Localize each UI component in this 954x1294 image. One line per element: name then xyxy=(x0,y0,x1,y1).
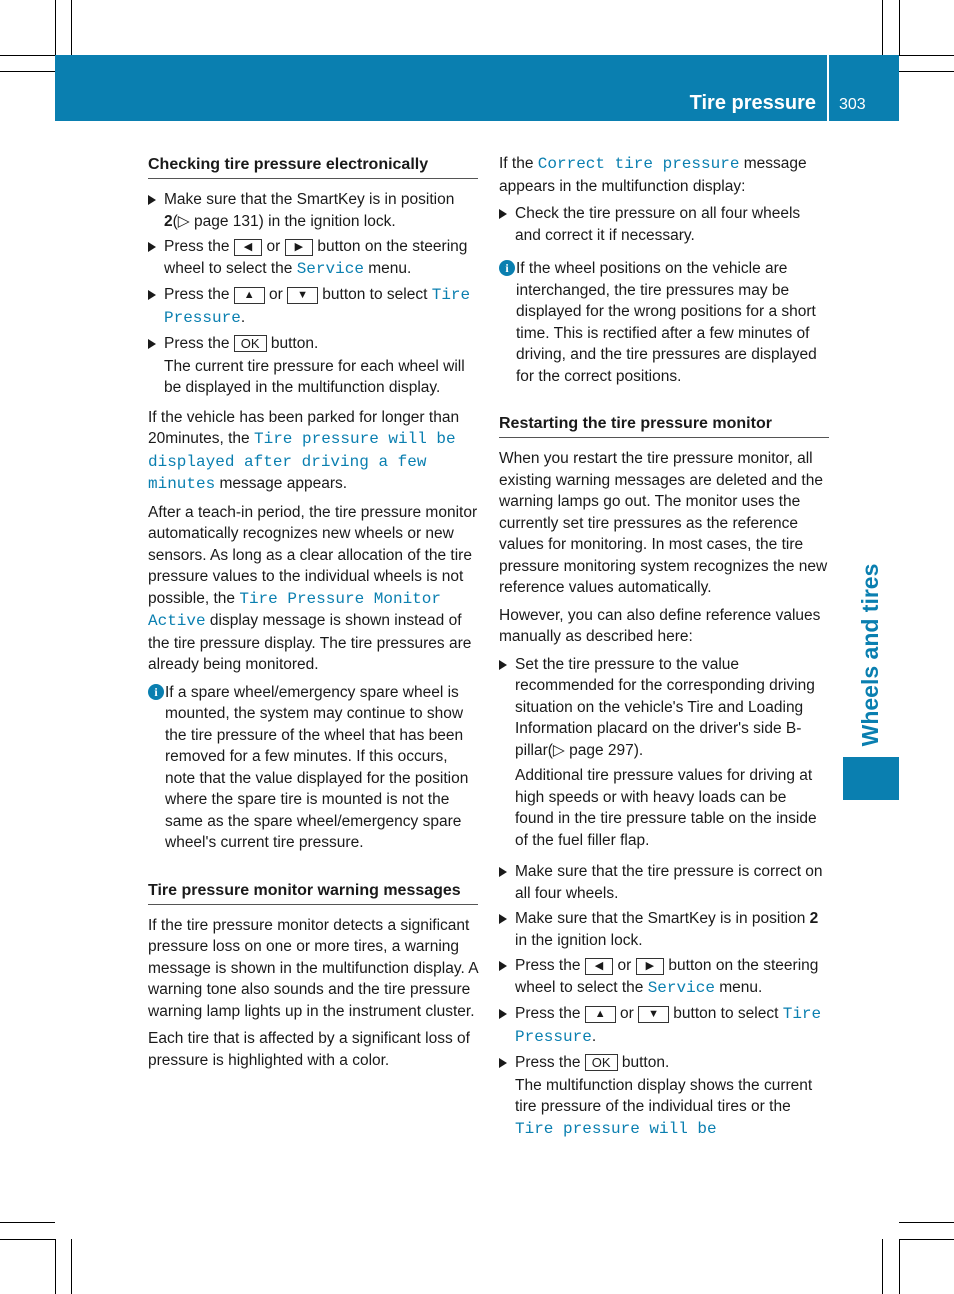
paragraph: If the vehicle has been parked for longer than 20minutes, the Tire pressure will be displayed after driving a few minutes message appears. xyxy=(148,408,460,493)
display-text: Correct tire pressure xyxy=(537,155,740,173)
step-arrow-icon xyxy=(499,209,507,219)
step-item: Press the OK button. xyxy=(148,333,478,355)
page-number: 303 xyxy=(839,96,866,113)
left-arrow-key-icon: ◀ xyxy=(585,958,613,975)
paragraph: When you restart the tire pressure monitor, all existing warning messages are deleted and the warning lamps go out. The monitor uses the currently set tire pressures as the reference values for monitoring. In most cases, the tire pressure monitoring system recognizes the new reference values automatically. xyxy=(499,450,828,596)
right-arrow-key-icon: ▶ xyxy=(285,239,313,256)
right-arrow-key-icon: ▶ xyxy=(636,958,664,975)
crop-mark xyxy=(0,1222,55,1223)
paragraph: After a teach-in period, the tire pressure monitor automatically recognizes new wheels or new sensors. As long as a clear allocation of the tire pressure values to the individual wheels is not possible, the Tire Pressure Monitor Active display message is shown instead of the tire pressure display. The tire pressures are already being monitored. xyxy=(148,503,478,673)
step-result: Additional tire pressure values for driving at high speeds or with heavy loads can be found in the tire pressure table on the inside of the fuel filler flap. xyxy=(515,767,817,849)
section-heading: Checking tire pressure electronically xyxy=(148,154,478,179)
paragraph: If the Correct tire pressure message appears in the multifunction display: xyxy=(499,155,807,195)
header-divider xyxy=(827,55,829,121)
chapter-tab xyxy=(843,757,899,800)
info-note: i If the wheel positions on the vehicle are interchanged, the tire pressures may be displayed for the wrong positions for a short time. This is rectified after a few minutes of driving, and the tire pressures are displayed for the correct positions. xyxy=(499,258,829,387)
crop-mark xyxy=(882,1239,883,1294)
step-arrow-icon xyxy=(499,1058,507,1068)
down-arrow-key-icon: ▼ xyxy=(638,1006,669,1023)
display-text: Tire pressure will be xyxy=(515,1119,717,1138)
crop-mark xyxy=(899,1222,954,1223)
step-item: Press the ◀ or ▶ button on the steering wheel to select the Service menu. xyxy=(499,955,829,999)
step-arrow-icon xyxy=(499,867,507,877)
info-icon: i xyxy=(148,684,164,700)
step-item: Press the ▲ or ▼ button to select Tire Pressure. xyxy=(499,1003,829,1048)
down-arrow-key-icon: ▼ xyxy=(287,287,318,304)
crop-mark xyxy=(899,71,954,72)
step-item: Set the tire pressure to the value recommended for the corresponding driving situation on the vehicle's Tire and Loading Information placard on the driver's side B-pillar(▷ page 297). xyxy=(499,654,829,762)
step-arrow-icon xyxy=(148,339,156,349)
ok-key-icon: OK xyxy=(234,335,267,352)
display-text: Tire pressure will be displayed after driving a few minutes xyxy=(148,430,456,493)
up-arrow-key-icon: ▲ xyxy=(234,287,265,304)
step-arrow-icon xyxy=(499,914,507,924)
paragraph: If the tire pressure monitor detects a significant pressure loss on one or more tires, a warning message is shown in the multifunction display. A warning tone also sounds and the tire pressure warning lamp lights up in the instrument cluster. xyxy=(148,916,478,1020)
section-heading: Tire pressure monitor warning messages xyxy=(148,880,478,905)
step-arrow-icon xyxy=(148,242,156,252)
chapter-tab-label: Wheels and tires xyxy=(856,563,883,747)
step-item: Press the ◀ or ▶ button on the steering wheel to select the Service menu. xyxy=(148,236,478,280)
crop-mark xyxy=(0,1239,55,1240)
display-text: Tire Pressure xyxy=(515,1005,822,1046)
crop-mark xyxy=(71,1239,72,1294)
crop-mark xyxy=(55,0,56,55)
ok-key-icon: OK xyxy=(585,1054,618,1071)
section-title: Tire pressure xyxy=(689,92,816,114)
crop-mark xyxy=(55,1239,56,1294)
crop-mark xyxy=(899,1239,900,1294)
crop-mark xyxy=(899,0,900,55)
step-item: Check the tire pressure on all four wheels and correct it if necessary. xyxy=(499,203,829,246)
crop-mark xyxy=(71,0,72,55)
step-arrow-icon xyxy=(499,1009,507,1019)
step-item: Make sure that the tire pressure is correct on all four wheels. xyxy=(499,861,829,904)
crop-mark xyxy=(899,1239,954,1240)
step-item: Make sure that the SmartKey is in position 2 in the ignition lock. xyxy=(499,908,829,951)
paragraph: However, you can also define reference values manually as described here: xyxy=(499,606,821,645)
up-arrow-key-icon: ▲ xyxy=(585,1006,616,1023)
display-text: Tire Pressure Monitor Active xyxy=(148,589,441,630)
info-note: i If a spare wheel/emergency spare wheel is mounted, the system may continue to show the tire pressure of the wheel that has been removed for a few minutes. If this occurs, note that the value displayed for the position where the spare tire is mounted is not the same as the spare wheel/emergency spare wheel's current tire pressure. xyxy=(148,682,478,854)
step-item: Press the OK button. xyxy=(499,1052,829,1074)
step-item: Make sure that the SmartKey is in position 2(▷ page 131) in the ignition lock. xyxy=(148,189,478,232)
step-item: Press the ▲ or ▼ button to select Tire Pressure. xyxy=(148,284,478,329)
step-result: The multifunction display shows the current tire pressure of the individual tires or the Tire pressure will be xyxy=(515,1076,813,1138)
crop-mark xyxy=(899,55,954,56)
step-arrow-icon xyxy=(148,195,156,205)
paragraph: Each tire that is affected by a significant loss of pressure is highlighted with a color. xyxy=(148,1030,470,1069)
display-text: Service xyxy=(647,978,715,997)
step-arrow-icon xyxy=(148,290,156,300)
crop-mark xyxy=(0,71,55,72)
crop-mark xyxy=(0,55,55,56)
step-result: The current tire pressure for each wheel will be displayed in the multifunction display. xyxy=(164,357,465,396)
display-text: Service xyxy=(296,259,364,278)
right-column xyxy=(499,150,829,1146)
left-column xyxy=(148,150,478,1077)
crop-mark xyxy=(882,0,883,55)
left-arrow-key-icon: ◀ xyxy=(234,239,262,256)
section-heading: Restarting the tire pressure monitor xyxy=(499,413,829,438)
info-icon: i xyxy=(499,260,515,276)
display-text: Tire Pressure xyxy=(164,286,471,327)
step-arrow-icon xyxy=(499,660,507,670)
page-header xyxy=(55,55,899,121)
step-arrow-icon xyxy=(499,961,507,971)
